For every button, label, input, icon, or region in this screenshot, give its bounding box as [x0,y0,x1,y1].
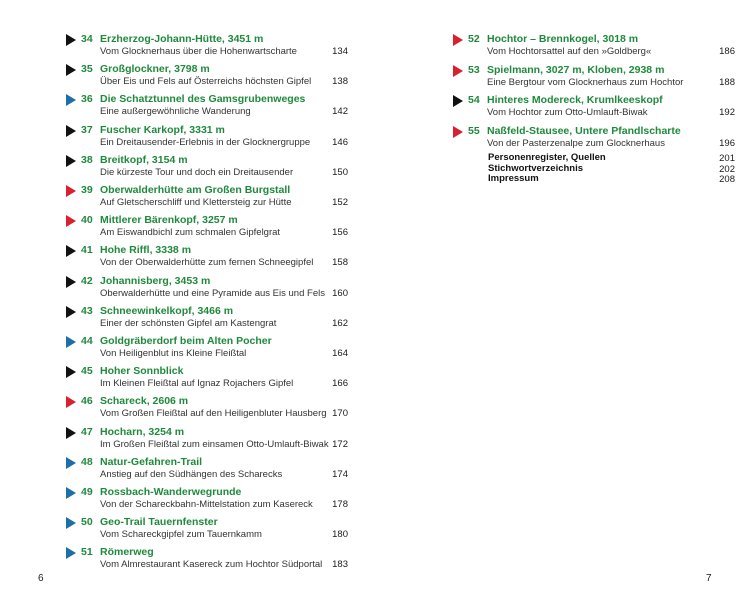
entry-subtitle: Von Heiligenblut ins Kleine Fleißtal [100,348,247,359]
entry-subtitle: Vom Schareckgipfel zum Tauernkamm [100,529,262,541]
entry-number: 44 [81,335,93,347]
entry-subtitle: Anstieg auf den Südhängen des Scharecks [100,468,283,480]
entry-title[interactable]: Breitkopf, 3154 m [100,153,188,166]
entry-title[interactable]: Natur-Gefahren-Trail [100,455,203,468]
appendix-entry[interactable] [488,173,735,184]
appendix-label: Impressum [488,173,539,184]
route-marker-icon [66,64,76,76]
entry-page-number: 138 [332,76,348,88]
route-marker-icon [66,245,76,257]
entry-page-number: 170 [332,408,348,420]
entry-number: 43 [81,304,93,317]
route-marker-icon [66,487,76,499]
entry-page-number: 172 [332,438,348,450]
appendix-entry[interactable] [488,163,735,174]
right-page [375,0,750,600]
route-marker-icon [453,95,463,107]
appendix-label: Stichwortverzeichnis [488,162,584,174]
entry-subtitle: Einer der schönsten Gipfel am Kastengrat [100,317,277,329]
entry-subtitle: Am Eiswandbichl zum schmalen Gipfelgrat [100,227,281,239]
entry-number: 34 [81,33,93,45]
entry-subtitle: Vom Almrestaurant Kasereck zum Hochtor Südportal [100,559,323,571]
page-number-left: 6 [38,573,44,584]
entry-title[interactable]: Hocharn, 3254 m [100,425,185,438]
entry-number: 36 [81,93,93,106]
entry-number: 48 [81,455,93,468]
entry-subtitle: Vom Hochtorsattel auf den »Goldberg« [487,46,652,57]
entry-subtitle: Im Großen Fleißtal zum einsamen Otto-Umlauft-Biwak [100,438,329,450]
entry-subtitle: Vom Glocknerhaus über die Hohenwartscharte [100,46,297,57]
entry-page-number: 150 [332,166,348,178]
entry-page-number: 156 [332,227,348,239]
route-marker-icon [66,396,76,408]
entry-number: 47 [81,425,93,438]
appendix-label: Personenregister, Quellen [488,152,606,163]
entry-title[interactable]: Fuscher Karkopf, 3331 m [100,123,225,136]
entry-subtitle: Von der Pasterzenalpe zum Glocknerhaus [487,137,665,149]
entry-subtitle: Von der Oberwalderhütte zum fernen Schneegipfel [100,257,314,269]
entry-page-number: 178 [332,499,348,510]
entry-title[interactable]: Geo-Trail Tauernfenster [100,516,218,529]
entry-page-number: 146 [332,136,348,148]
route-marker-icon [66,306,76,318]
entry-page-number: 188 [719,76,735,88]
appendix-page-number: 208 [719,174,735,185]
entry-subtitle: Vom Hochtor zum Otto-Umlauft-Biwak [487,107,648,118]
entry-title[interactable]: Hohe Riffl, 3338 m [100,244,192,257]
page-number-right: 7 [706,573,712,584]
entry-page-number: 162 [332,317,348,329]
entry-number: 50 [81,516,93,529]
appendix-entry[interactable] [488,152,735,163]
route-marker-icon [66,125,76,137]
appendix-page-number: 201 [719,153,735,164]
entry-number: 49 [81,486,93,498]
entry-title[interactable]: Goldgräberdorf beim Alten Pocher [100,335,272,347]
entry-page-number: 183 [332,559,348,571]
entry-subtitle: Eine außergewöhnliche Wanderung [100,106,251,118]
entry-page-number: 180 [332,529,348,541]
entry-title[interactable]: Hochtor – Brennkogel, 3018 m [487,33,639,45]
entry-title[interactable]: Schareck, 2606 m [100,395,189,408]
entry-title[interactable]: Spielmann, 3027 m, Kloben, 2938 m [487,63,665,76]
entry-subtitle: Auf Gletscherschliff und Klettersteig zur Hütte [100,197,292,208]
entry-subtitle: Oberwalderhütte und eine Pyramide aus Eis und Fels [100,287,325,299]
route-marker-icon [66,427,76,439]
entry-page-number: 174 [332,468,348,480]
route-marker-icon [453,126,463,138]
entry-number: 38 [81,153,93,166]
route-marker-icon [66,517,76,529]
entry-subtitle: Vom Großen Fleißtal auf den Heiligenbluter Hausberg [100,408,327,420]
entry-number: 53 [468,63,480,76]
entry-subtitle: Im Kleinen Fleißtal auf Ignaz Rojachers Gipfel [100,378,294,390]
entry-title[interactable]: Großglockner, 3798 m [100,63,210,76]
route-marker-icon [66,215,76,227]
entry-page-number: 186 [719,46,735,57]
entry-number: 40 [81,214,93,227]
entry-page-number: 160 [332,287,348,299]
entry-title[interactable]: Die Schatztunnel des Gamsgrubenweges [100,93,306,106]
entry-title[interactable]: Römerweg [100,546,154,559]
route-marker-icon [66,155,76,167]
entry-title[interactable]: Hoher Sonnblick [100,365,184,378]
entry-page-number: 166 [332,378,348,390]
route-marker-icon [66,547,76,559]
route-marker-icon [66,276,76,288]
entry-number: 46 [81,395,93,408]
entry-number: 52 [468,33,480,45]
entry-page-number: 196 [719,137,735,149]
entry-subtitle: Die kürzeste Tour und doch ein Dreitausender [100,166,294,178]
entry-number: 42 [81,274,93,287]
entry-page-number: 192 [719,107,735,118]
route-marker-icon [66,94,76,106]
entry-number: 45 [81,365,93,378]
entry-subtitle: Von der Schareckbahn-Mittelstation zum Kasereck [100,499,313,510]
route-marker-icon [66,457,76,469]
entry-title[interactable]: Mittlerer Bärenkopf, 3257 m [100,214,238,227]
entry-title[interactable]: Hinteres Modereck, Krumlkeeskopf [487,94,663,106]
entry-title[interactable]: Johannisberg, 3453 m [100,274,211,287]
appendix-page-number: 202 [719,163,735,175]
entry-number: 51 [81,546,93,559]
entry-number: 41 [81,244,93,257]
entry-number: 54 [468,94,480,106]
entry-page-number: 152 [332,197,348,208]
entry-subtitle: Eine Bergtour vom Glocknerhaus zum Hochtor [487,76,684,88]
route-marker-icon [453,65,463,77]
entry-title[interactable]: Erzherzog-Johann-Hütte, 3451 m [100,33,264,45]
entry-subtitle: Über Eis und Fels auf Österreichs höchsten Gipfel [100,76,312,88]
entry-page-number: 164 [332,348,348,359]
entry-page-number: 158 [332,257,348,269]
entry-title[interactable]: Naßfeld-Stausee, Untere Pfandlscharte [487,124,681,137]
route-marker-icon [66,34,76,46]
entry-number: 55 [468,124,480,137]
entry-page-number: 142 [332,106,348,118]
entry-number: 35 [81,63,93,76]
entry-number: 39 [81,184,93,196]
entry-subtitle: Ein Dreitausender-Erlebnis in der Glocknergruppe [100,136,311,148]
route-marker-icon [66,336,76,348]
entry-page-number: 134 [332,46,348,57]
entry-title[interactable]: Rossbach-Wanderwegrunde [100,486,242,498]
route-marker-icon [66,366,76,378]
route-marker-icon [453,34,463,46]
entry-number: 37 [81,123,93,136]
entry-title[interactable]: Schneewinkelkopf, 3466 m [100,304,234,317]
entry-title[interactable]: Oberwalderhütte am Großen Burgstall [100,184,291,196]
route-marker-icon [66,185,76,197]
